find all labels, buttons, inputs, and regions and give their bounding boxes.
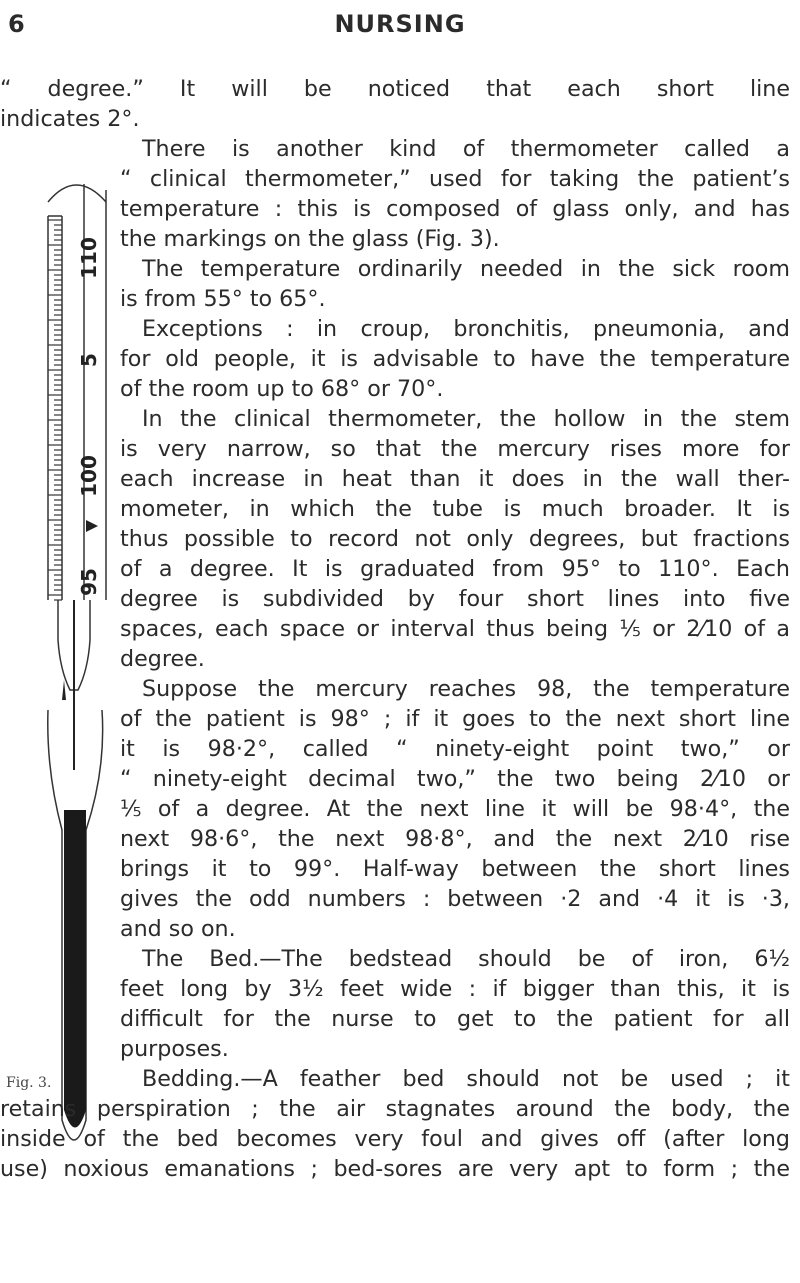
page-header (0, 10, 800, 44)
text-line-19: spaces, each space or interval thus being ⅕ or 2⁄10 of a (120, 616, 790, 642)
text-line-27: brings it to 99°. Half-way between the short lines (120, 856, 790, 882)
text-line-10: for old people, it is advisable to have the temperature (120, 346, 790, 372)
text-line-28: gives the odd numbers : between ·2 and ·4 it is ·3, (120, 886, 790, 912)
text-line-16: thus possible to record not only degrees, but fractions (120, 526, 790, 552)
text-line-24: “ ninety-eight decimal two,” the two being 2⁄10 or (120, 766, 790, 792)
clinical-thermometer-figure (40, 170, 112, 1170)
text-line-3: There is another kind of thermometer called a (142, 136, 790, 162)
text-line-26: next 98·6°, the next 98·8°, and the next 2⁄10 rise (120, 826, 790, 852)
running-head: NURSING (334, 10, 466, 38)
text-line-23: it is 98·2°, called “ ninety-eight point two,” or (120, 736, 790, 762)
text-line-12: In the clinical thermometer, the hollow in the stem (142, 406, 790, 432)
text-line-20: degree. (120, 646, 205, 672)
text-line-15: mometer, in which the tube is much broader. It is (120, 496, 790, 522)
text-line-1: “ degree.” It will be noticed that each short line (0, 76, 790, 102)
scale-label-110: 110 (77, 237, 101, 279)
scale-label-105: 5 (77, 353, 101, 367)
scale-label-95: 95 (77, 568, 101, 596)
text-line-36: inside of the bed becomes very foul and gives off (after long (0, 1126, 790, 1152)
text-line-25: ⅕ of a degree. At the next line it will be 98·4°, the (120, 796, 790, 822)
scale-label-100: 100 (77, 455, 101, 497)
text-line-13: is very narrow, so that the mercury rises more for (120, 436, 790, 462)
text-line-37: use) noxious emanations ; bed-sores are very apt to form ; the (0, 1156, 790, 1182)
text-line-33: purposes. (120, 1036, 229, 1062)
text-line-34: Bedding.—A feather bed should not be used ; it (142, 1066, 790, 1092)
text-line-6: the markings on the glass (Fig. 3). (120, 226, 500, 252)
text-line-18: degree is subdivided by four short lines into five (120, 586, 790, 612)
text-line-11: of the room up to 68° or 70°. (120, 376, 444, 402)
page-number: 6 (8, 10, 25, 38)
text-line-5: temperature : this is composed of glass only, and has (120, 196, 790, 222)
text-line-21: Suppose the mercury reaches 98, the temperature (142, 676, 790, 702)
text-line-17: of a degree. It is graduated from 95° to 110°. Each (120, 556, 790, 582)
text-line-8: is from 55° to 65°. (120, 286, 326, 312)
text-line-9: Exceptions : in croup, bronchitis, pneumonia, and (142, 316, 790, 342)
text-line-2: indicates 2°. (0, 106, 140, 132)
text-line-7: The temperature ordinarily needed in the sick room (142, 256, 790, 282)
text-line-32: difficult for the nurse to get to the patient for all (120, 1006, 790, 1032)
text-line-22: of the patient is 98° ; if it goes to the next short line (120, 706, 790, 732)
text-line-14: each increase in heat than it does in the wall ther- (120, 466, 790, 492)
text-line-31: feet long by 3½ feet wide : if bigger than this, it is (120, 976, 790, 1002)
text-line-4: “ clinical thermometer,” used for taking the patient’s (120, 166, 790, 192)
text-line-35: retains perspiration ; the air stagnates around the body, the (0, 1096, 790, 1122)
text-line-30: The Bed.—The bedstead should be of iron, 6½ (142, 946, 790, 972)
figure-caption: Fig. 3. (6, 1075, 52, 1091)
text-line-29: and so on. (120, 916, 236, 942)
